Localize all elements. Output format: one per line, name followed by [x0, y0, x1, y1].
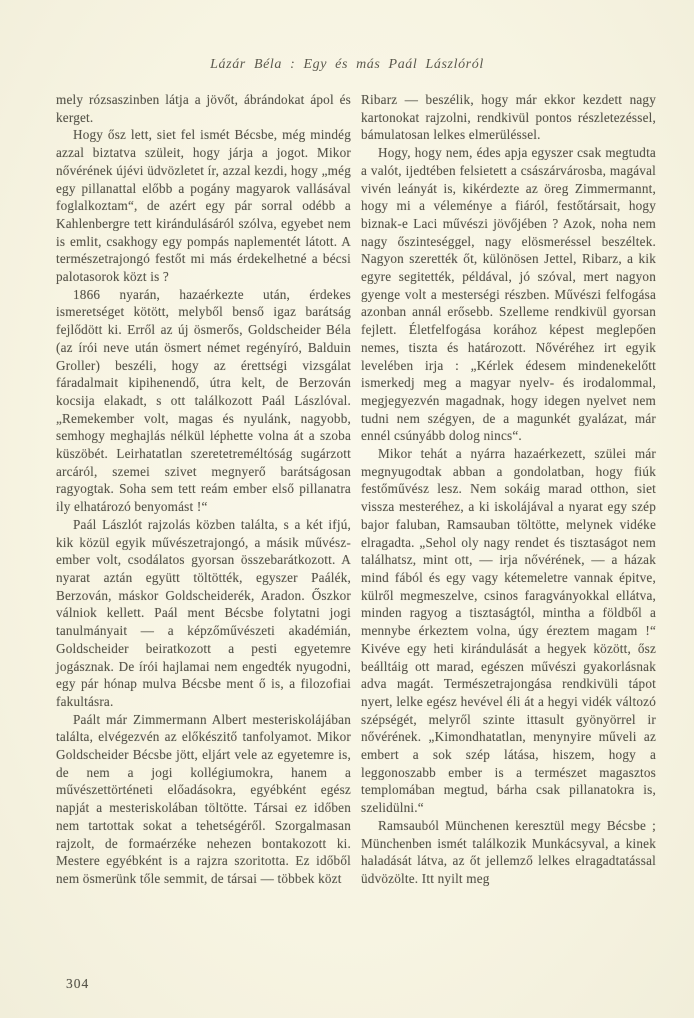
text-columns [56, 91, 656, 888]
paragraph: 1866 nyarán, hazaérkezte után, érdekes ismeretséget kötött, melyből benső igaz barátság fejlődött ki. Erről az új ösmerős, Goldscheider Béla (az írói neve után ösmert német regényíró, Balduin Groller) beszéli, hogy az érettségi vizsgálat fáradalmait kipihenendő, útra kelt, de Berzován kocsija elakadt, s ott találkozott Paál Lászlóval. „Remekember volt, magas és nyulánk, nagyobb, semhogy meghajlás nélkül léphette volna át a szoba küszöbét. Leirhatatlan szeretetreméltóság sugárzott arcáról, szemei szivet megnyerő barátságosan ragyogtak. Soha sem tett reám ember első pillanatra ily elhatározó benyomást !“ [56, 286, 351, 515]
paragraph: Paál Lászlót rajzolás közben találta, s a két ifjú, kik közül egyik művészetrajongó, a másik művész-ember volt, csodálatos gyorsan összebarátkozott. A nyarat aztán együtt töltötték, egyszer Paálék, Berzován, máskor Goldscheiderék, Aradon. Őszkor válniok kellett. Paál ment Bécsbe folytatni jogi tanulmányait — a képzőművészeti akadémián, Goldscheider beiratkozott a pesti egyetemre jogásznak. De írói hajlamai nem engedték nyugodni, egy pár hónap mulva Bécsbe ment ő is, a filozofiai fakultásra. [56, 516, 351, 709]
paragraph: mely rózsaszinben látja a jövőt, ábrándokat ápol és kerget. [56, 92, 351, 125]
paragraph: Hogy, hogy nem, édes apja egyszer csak megtudta a valót, ijedtében felsietett a császárvárosba, magával vivén leányát is, kikérdezte az öreg Zimmermannt, hogy mi a véleménye a fiáról, festőtársait, hogy biznak-e Laci művészi jövőjében ? Azok, noha nem nagy őszinteséggel, nagy elösmeréssel beszéltek. Nagyon szerették őt, különösen Jettel, Ribarz, a kik egyre segitették, példával, jó szóval, mert nagyon gyenge volt a mesterségi részben. Művészi felfogása azonban annál erősebb. Szelleme rendkivül gyorsan fejlett. Életfelfogása korához képest meglepően nemes, tiszta és határozott. Nővéréhez irt egyik levelében irja : „Kérlek édesem mindenekelőtt ismerkedj meg a magyar nyelv- és irodalommal, megjegyezvén magadnak, hogy idegen nyelvet nem tudni nem szégyen, de a magunkét gyalázat, már ennél csúnyább dolog nincs“. [361, 145, 656, 444]
column-right [361, 91, 656, 888]
paragraph: Hogy ősz lett, siet fel ismét Bécsbe, még mindég azzal biztatva szüleit, hogy járja a jogot. Mikor nővérének újévi üdvözletet ír, azzal kezdi, hogy „még egy pillanattal előbb a pogány magyarok vallásával foglalkoztam“, de azért egy pár sorral odébb a Kahlenbergre tett kirándulásáról szólva, egyebet nem is emlit, csakhogy egy pompás naplementét látott. A természetrajongó festőt mi más érdekelhetné a bécsi palotasorok közt is ? [56, 127, 351, 285]
column-left [56, 91, 351, 888]
paragraph: Ramsauból Münchenen keresztül megy Bécsbe ; Münchenben ismét találkozik Munkácsyval, a kinek haladását látva, az őt jellemző lelkes elragadtatással üdvözölte. Itt nyilt meg [361, 817, 656, 886]
page-number: 304 [66, 976, 90, 991]
paragraph: Ribarz — beszélik, hogy már ekkor kezdett nagy kartonokat rajzolni, rendkivül pontos részletezéssel, bámulatosan lelkes elmerüléssel. [361, 92, 656, 143]
paragraph: Mikor tehát a nyárra hazaérkezett, szülei már megnyugodtak abban a gondolatban, hogy fiúk festőművész lesz. Nem sokáig marad otthon, siet vissza mesteréhez, a ki iskolájával a nyarat egy szép bajor faluban, Ramsauban töltötte, melynek vidéke elragadta. „Sehol oly nagy rendet és tisztaságot nem találhatsz, mint ott, — irja nővérének, — a házak mind fából és egy vagy kétemeletre vannak épitve, külről megmeszelve, csinos faragványokkal ellátva, minden ragyog a tisztaságtól, mintha a földből a mennybe érkeztem volna, úgy éreztem magam !“ Kivéve egy heti kirándulását a hegyek között, ősz beálltáig ott marad, egészen művészi gyakorlásnak adva magát. Természetrajongása rendkivüli tápot nyert, lelke egész hevével éli át a hegyi vidék változó szépségét, melyről szinte ittasult gyönyörrel ir nővérének. „Kimondhatatlan, menynyire műveli az embert a sok szép látása, hiszem, hogy a leggonoszabb ember is a természet magasztos templomában megtud, bárha csak pillanatokra is, szelidülni.“ [361, 446, 656, 816]
paragraph: Paált már Zimmermann Albert mesteriskolájában találta, elvégezvén az előkészitő tanfolyamot. Mikor Goldscheider Bécsbe jött, eljárt vele az egyetemre is, de nem a jogi kollégiumokra, hanem a művészettörténeti előadásokra, egyébként egész napját a mesteriskolában töltötte. Társai ez időben nem tartottak sokat a tehetségéről. Szorgalmasan rajzolt, de formaérzéke nehezen bontakozott ki. Mestere egyébként is a rajzra szoritotta. Ez időből nem ösmerünk tőle semmit, de társai — többek közt [56, 711, 351, 886]
running-header: Lázár Béla : Egy és más Paál Lászlóról [210, 57, 484, 72]
